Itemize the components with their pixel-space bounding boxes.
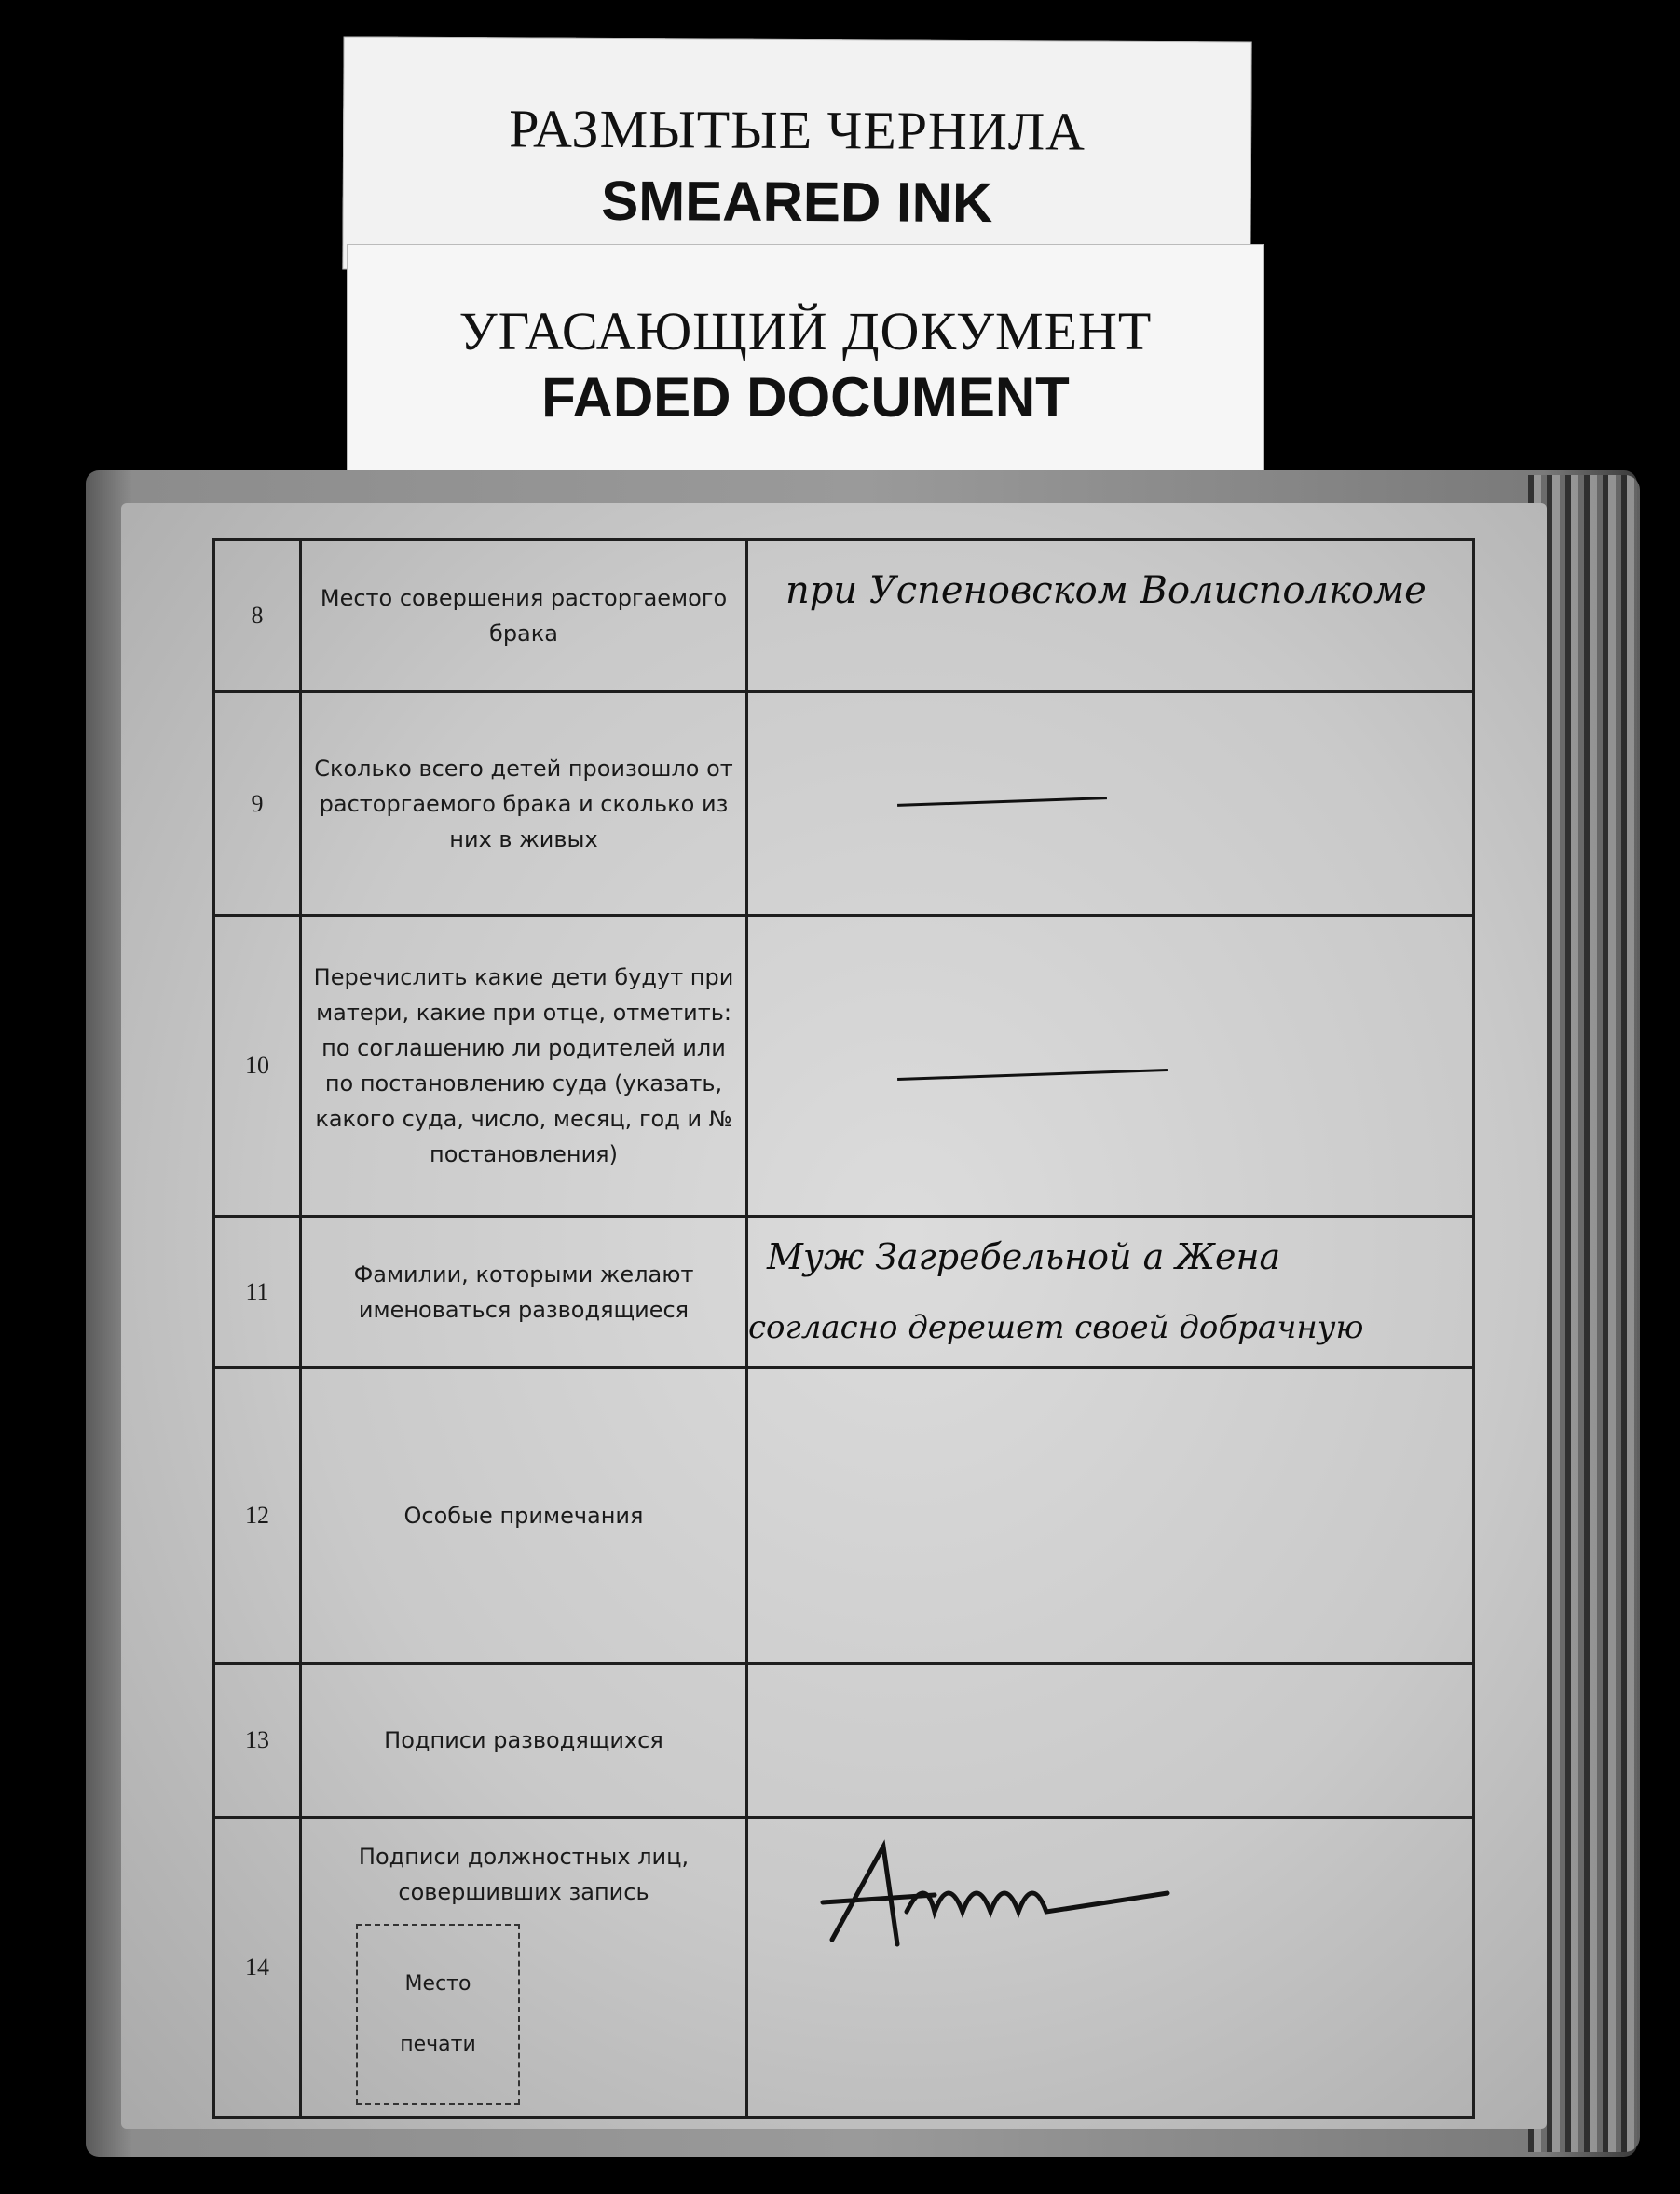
row-value	[747, 540, 1474, 692]
row-label: Особые примечания	[301, 1368, 747, 1664]
faded-document-label-en: FADED DOCUMENT	[541, 366, 1070, 429]
row-label: Фамилии, которыми желают именоваться разводящиеся	[301, 1217, 747, 1368]
row-value	[747, 1818, 1474, 2118]
row-value	[747, 692, 1474, 916]
table-row	[214, 1368, 1474, 1664]
official-signatures-label: Подписи должностных лиц, совершивших запись	[358, 1844, 690, 1905]
smeared-ink-label-en: SMEARED INK	[601, 169, 993, 235]
handwritten-surname-line1: Муж Загребельной а Жена	[767, 1236, 1281, 1277]
faded-document-label	[347, 244, 1264, 484]
row-label: Подписи разводящихся	[301, 1664, 747, 1818]
handwritten-dash	[897, 1069, 1168, 1081]
table-row	[214, 916, 1474, 1217]
table-row	[214, 540, 1474, 692]
row-number: 13	[214, 1664, 301, 1818]
row-label: Перечислить какие дети будут при матери, какие при отце, отметить: по соглашению ли родителей или по постановлению суда (указать, какого суда, число, месяц, год и № постановления)	[301, 916, 747, 1217]
row-number: 8	[214, 540, 301, 692]
row-number: 12	[214, 1368, 301, 1664]
stamp-label-line2: печати	[400, 2033, 476, 2056]
row-number: 11	[214, 1217, 301, 1368]
handwritten-place: при Успеновском Волисполкоме	[785, 569, 1427, 612]
smeared-ink-label	[342, 36, 1251, 274]
stamp-label-line1: Место	[404, 1972, 471, 1996]
faded-document-label-ru: УГАСАЮЩИЙ ДОКУМЕНТ	[458, 301, 1153, 361]
registry-form-table	[212, 538, 1475, 2119]
table-row	[214, 1217, 1474, 1368]
row-value	[747, 916, 1474, 1217]
table-row	[214, 1664, 1474, 1818]
table-row	[214, 692, 1474, 916]
handwritten-dash	[897, 797, 1107, 807]
row-number: 9	[214, 692, 301, 916]
row-number: 10	[214, 916, 301, 1217]
row-label: Место совершения расторгаемого брака	[301, 540, 747, 692]
handwritten-surname-line2: согласно дерешет своей добрачную	[748, 1309, 1364, 1346]
stamp-placeholder	[356, 1924, 520, 2105]
row-number: 14	[214, 1818, 301, 2118]
row-value	[747, 1368, 1474, 1664]
row-label: Сколько всего детей произошло от расторгаемого брака и сколько из них в живых	[301, 692, 747, 916]
row-value	[747, 1664, 1474, 1818]
official-signature	[795, 1828, 1186, 1968]
smeared-ink-label-ru: РАЗМЫТЫЕ ЧЕРНИЛА	[509, 98, 1086, 162]
row-value	[747, 1217, 1474, 1368]
